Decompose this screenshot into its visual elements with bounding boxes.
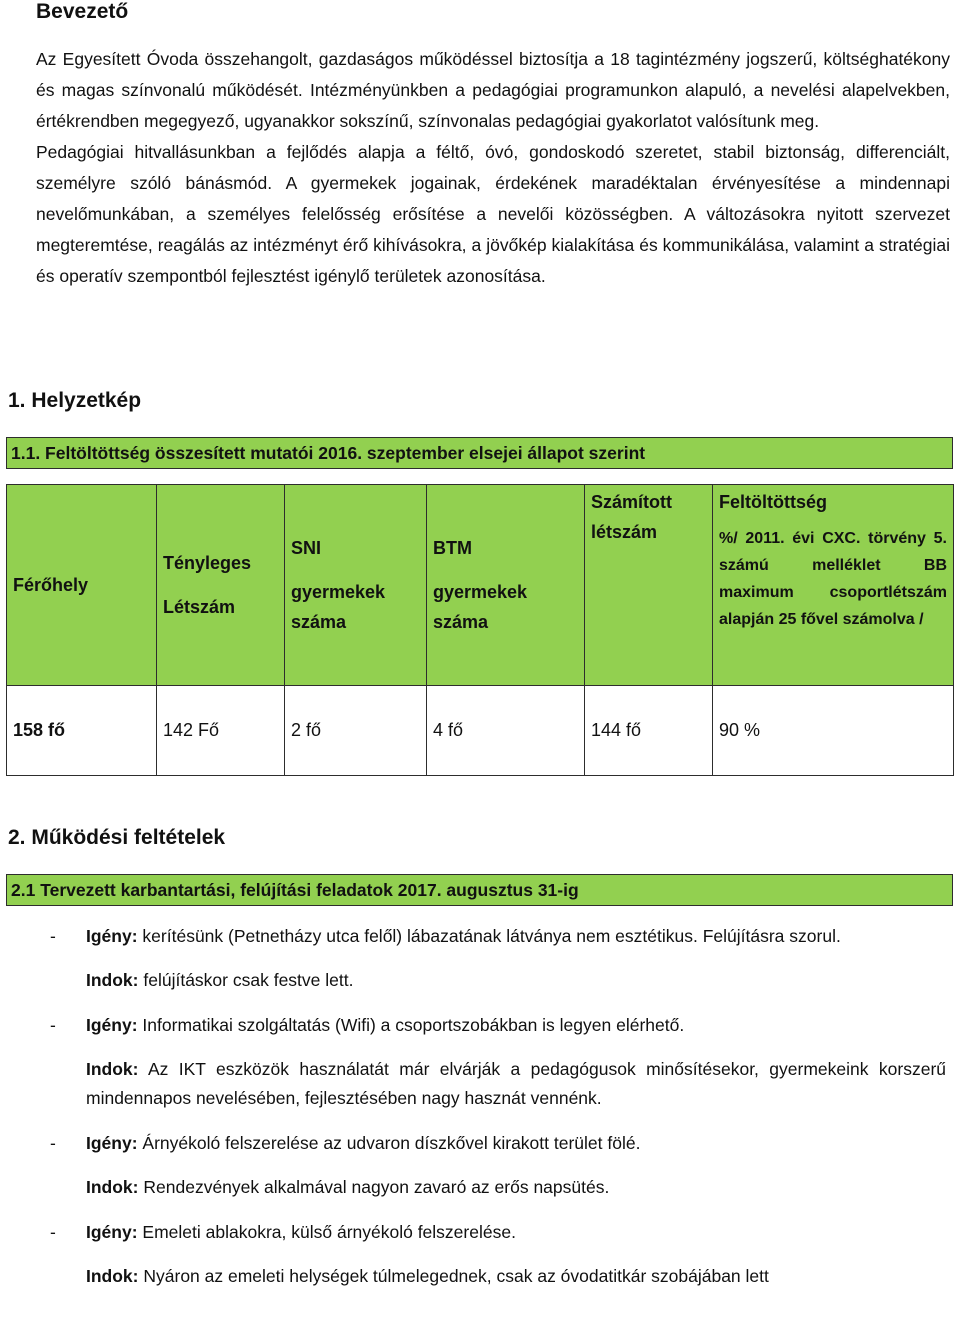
section1-heading: 1. Helyzetkép <box>8 389 142 412</box>
header-actual-count: Tényleges Létszám <box>157 485 285 686</box>
intro-paragraph-1: Az Egyesített Óvoda összehangolt, gazdaságos működéssel biztosítja a 18 tagintézmény jogszerű, költséghatékony és magas színvonalú működését. Intézményünkben a pedagógiai programunkon alapuló, a nevelési alapelvekben, értékrendben megegyező, ugyanakkor sokszínű, színvonalas pedagógiai gyakorlatot valósítunk meg. <box>36 49 950 131</box>
value-calculated-count: 144 fő <box>585 686 713 776</box>
section1-subheading: 1.1. Feltöltöttség összesített mutatói 2016. szeptember elsejei állapot szerint <box>6 437 953 469</box>
list-item <box>36 922 946 995</box>
intro-heading: Bevezető <box>36 0 129 23</box>
header-calculated-count: Számított létszám <box>585 485 713 686</box>
reason-line: Indok: Nyáron az emeleti helységek túlmelegednek, csak az óvodatitkár szobájában lett <box>86 1266 769 1286</box>
header-occupancy: Feltöltöttség %/ 2011. évi CXC. törvény 5. számú melléklet BB maximum csoportlétszám alapján 25 fővel számolva / <box>713 485 954 686</box>
dash-bullet: - <box>50 926 56 946</box>
intro-paragraph-2: Pedagógiai hitvallásunkban a fejlődés alapja a féltő, óvó, gondoskodó szeretet, stabil biztonság, differenciált, személyre szóló bánásmód. A gyermekek jogainak, érdekének maradéktalan érvényesítése a mindennapi nevelőmunkában, a személyes felelősség erősítése a nevelői közösségben. A változásokra nyitott szervezet megteremtése, reagálás az intézményt érő kihívásokra, a jövőkép kialakítása és kommunikálása, valamint a stratégiai és operatív szempontból fejlesztést igénylő területek azonosítása. <box>36 142 950 286</box>
reason-line: Indok: felújításkor csak festve lett. <box>86 970 354 990</box>
value-sni: 2 fő <box>285 686 427 776</box>
intro-text <box>36 44 950 292</box>
reason-line: Indok: Az IKT eszközök használatát már elvárják a pedagógusok minősítésekor, gyermekeink korszerű mindennapos nevelésében, fejlesztésében nagy hasznát vennénk. <box>86 1059 947 1108</box>
table-row <box>7 686 954 776</box>
occupancy-table <box>6 484 954 776</box>
list-item <box>36 1011 946 1113</box>
need-line: Igény: Emeleti ablakokra, külső árnyékoló felszerelése. <box>86 1222 516 1242</box>
header-capacity: Férőhely <box>7 485 157 686</box>
reason-line: Indok: Rendezvények alkalmával nagyon zavaró az erős napsütés. <box>86 1177 610 1197</box>
header-sni: SNI gyermekek száma <box>285 485 427 686</box>
value-capacity: 158 fő <box>7 686 157 776</box>
section2-heading: 2. Működési feltételek <box>8 826 226 849</box>
value-occupancy: 90 % <box>713 686 954 776</box>
list-item <box>36 1218 946 1291</box>
dash-bullet: - <box>50 1222 56 1242</box>
section2-subheading: 2.1 Tervezett karbantartási, felújítási feladatok 2017. augusztus 31-ig <box>6 874 953 906</box>
need-line: Igény: kerítésünk (Petnetházy utca felől) lábazatának látványa nem esztétikus. Felújításra szorul. <box>86 926 841 946</box>
need-line: Igény: Árnyékoló felszerelése az udvaron díszkővel kirakott terület fölé. <box>86 1133 641 1153</box>
dash-bullet: - <box>50 1133 56 1153</box>
list-item <box>36 1129 946 1202</box>
value-actual-count: 142 Fő <box>157 686 285 776</box>
value-btm: 4 fő <box>427 686 585 776</box>
need-line: Igény: Informatikai szolgáltatás (Wifi) a csoportszobákban is legyen elérhető. <box>86 1015 685 1035</box>
occupancy-note: %/ 2011. évi CXC. törvény 5. számú melléklet BB maximum csoportlétszám alapján 25 fővel számolva / <box>719 530 947 628</box>
dash-bullet: - <box>50 1015 56 1035</box>
header-btm: BTM gyermekek száma <box>427 485 585 686</box>
maintenance-list <box>36 922 946 1307</box>
table-header-row <box>7 485 954 686</box>
